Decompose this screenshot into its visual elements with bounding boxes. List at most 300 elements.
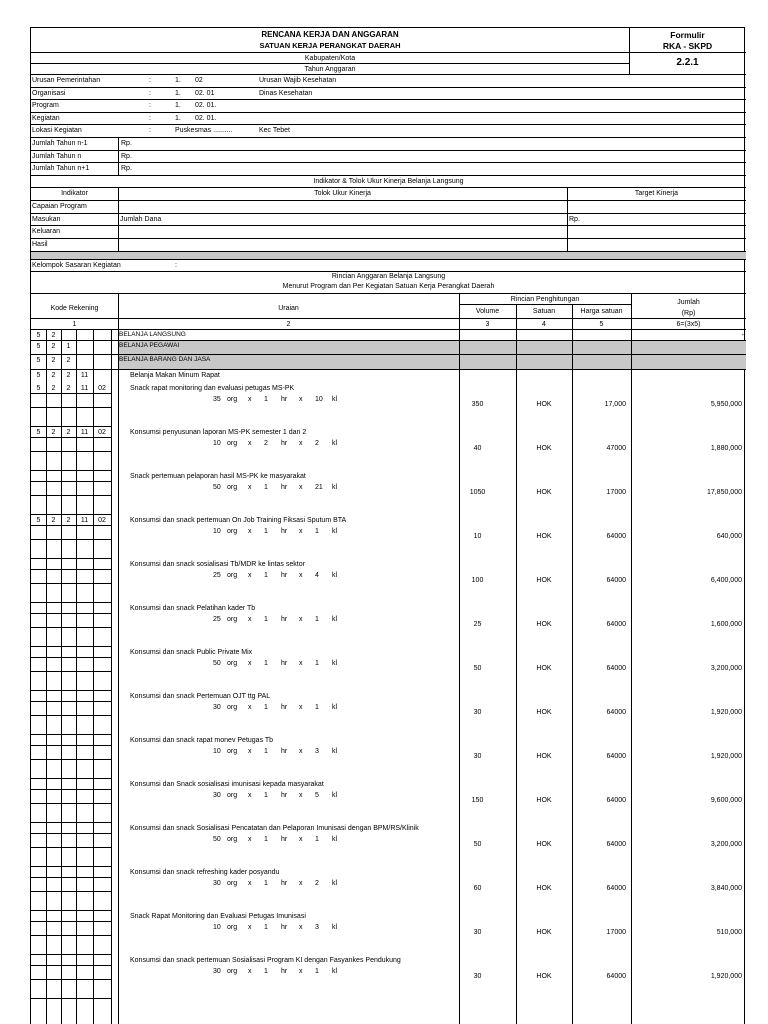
grid-line-v — [118, 293, 119, 1024]
calc-part: x — [248, 704, 252, 711]
item-satuan: HOK — [536, 533, 552, 540]
calc-part: kl — [332, 924, 338, 931]
kode-cell: 11 — [80, 429, 89, 436]
calc-part: x — [248, 924, 252, 931]
grid-line-h — [31, 407, 111, 408]
row-shade — [118, 355, 746, 369]
indikator-row-label: Hasil — [32, 241, 48, 249]
calc-part: hr — [281, 484, 288, 491]
col-jumlah: Jumlah — [677, 299, 700, 306]
kode-cell: 5 — [36, 385, 41, 392]
calc-part: 1 — [264, 924, 268, 931]
item-satuan: HOK — [536, 577, 552, 584]
calc-part: 1 — [264, 792, 268, 799]
grid-line-h — [31, 369, 111, 370]
item-volume: 50 — [473, 665, 482, 672]
grid-line-h — [31, 318, 746, 319]
grid-line-h — [31, 822, 111, 823]
item-description: Snack Rapat Monitoring dan Evaluasi Petugas Imunisasi — [130, 913, 306, 920]
grid-line-v — [76, 329, 77, 1024]
item-satuan: HOK — [536, 841, 552, 848]
info-code-1: 1. — [175, 102, 181, 110]
calc-part: x — [248, 660, 252, 667]
calc-part: hr — [281, 572, 288, 579]
info-label: Kegiatan — [32, 114, 60, 122]
item-harga: 17,000 — [604, 401, 626, 408]
grid-line-h — [31, 657, 111, 658]
jumlah-value: Rp. — [121, 152, 132, 160]
num-3: 3 — [485, 321, 490, 328]
kode-cell: 2 — [51, 372, 56, 379]
item-jumlah: 3,840,000 — [710, 885, 742, 892]
top-row-jumlah: - — [741, 332, 744, 339]
calc-part: x — [299, 704, 303, 711]
item-harga: 64000 — [606, 753, 626, 760]
grid-line-h — [31, 495, 111, 496]
item-harga: 17000 — [606, 929, 626, 936]
grid-line-h — [31, 910, 111, 911]
rka-form — [30, 27, 745, 1024]
calc-part: hr — [281, 968, 288, 975]
calc-part: x — [299, 528, 303, 535]
info-sep: : — [149, 89, 151, 97]
calc-part: 35 — [213, 396, 221, 403]
item-volume: 30 — [473, 753, 482, 760]
grid-line-v — [572, 304, 573, 1024]
grid-line-v — [61, 329, 62, 1024]
kode-cell: 2 — [66, 517, 71, 524]
grid-line-v — [516, 304, 517, 1024]
grid-line-h — [31, 137, 746, 138]
calc-part: 2 — [264, 440, 268, 447]
info-code-1: 1. — [175, 77, 181, 84]
calc-part: org — [227, 836, 238, 843]
kode-cell: 02 — [98, 429, 106, 436]
grid-line-h — [31, 99, 746, 100]
item-volume: 60 — [473, 885, 482, 892]
calc-part: x — [299, 792, 303, 799]
item-volume: 1050 — [469, 489, 486, 496]
item-volume: 30 — [473, 709, 482, 716]
kode-cell: 2 — [51, 332, 56, 339]
calc-part: hr — [281, 616, 288, 623]
item-satuan: HOK — [536, 753, 552, 760]
calc-part: kl — [332, 836, 338, 843]
calc-part: 1 — [264, 836, 268, 843]
item-description: Konsumsi dan snack Pertemuan OJT ttg PAL — [130, 693, 271, 700]
calc-part: 1 — [264, 660, 268, 667]
calc-part: x — [299, 484, 303, 491]
calc-part: 3 — [315, 748, 319, 755]
info-code-2: 02. 01. — [195, 102, 217, 110]
calc-part: org — [227, 880, 238, 887]
info-label: Urusan Pemerintahan — [32, 77, 101, 84]
col-volume: Volume — [475, 308, 500, 315]
kode-cell: 02 — [98, 517, 106, 524]
top-row-uraian: BELANJA BARANG DAN JASA — [119, 356, 211, 363]
calc-part: hr — [281, 792, 288, 799]
col-harga: Harga satuan — [580, 308, 623, 315]
grid-line-h — [31, 646, 111, 647]
item-satuan: HOK — [536, 489, 552, 496]
grid-line-h — [31, 627, 111, 628]
indikator-row-target: Rp. — [569, 215, 580, 223]
calc-part: 5 — [315, 792, 319, 799]
jumlah-label: Jumlah Tahun n — [32, 152, 82, 160]
item-volume: 25 — [473, 621, 482, 628]
grid-line-v — [631, 293, 632, 1024]
info-label: Lokasi Kegiatan — [32, 127, 82, 135]
calc-part: 21 — [315, 484, 323, 491]
calc-part: 1 — [315, 836, 319, 843]
item-description: Konsumsi penyusunan laporan MS-PK semester 1 dan 2 — [130, 429, 307, 436]
kelompok-label: Kelompok Sasaran Kegiatan — [32, 262, 121, 269]
grid-line-h — [31, 998, 111, 999]
form-subtitle: SATUAN KERJA PERANGKAT DAERAH — [259, 41, 401, 50]
calc-part: org — [227, 748, 238, 755]
calc-part: kl — [332, 484, 338, 491]
grid-line-h — [31, 891, 111, 892]
calc-part: kl — [332, 748, 338, 755]
calc-part: 30 — [213, 704, 221, 711]
grid-line-h — [31, 803, 111, 804]
indikator-row-label: Keluaran — [32, 228, 61, 236]
calc-part: 1 — [264, 616, 268, 623]
calc-part: x — [299, 616, 303, 623]
item-satuan: HOK — [536, 445, 552, 452]
item-harga: 64000 — [606, 665, 626, 672]
item-volume: 50 — [473, 841, 482, 848]
grid-line-h — [31, 602, 111, 603]
kode-cell: 02 — [98, 385, 106, 392]
item-jumlah: 9,600,000 — [710, 797, 742, 804]
indikator-row-label: Masukan — [32, 215, 61, 223]
grid-line-v — [118, 187, 119, 251]
info-desc: Dinas Kesehatan — [259, 89, 313, 97]
calc-part: 1 — [315, 968, 319, 975]
item-jumlah: 1,920,000 — [710, 709, 742, 716]
info-code-1: Puskesmas .......... — [175, 127, 233, 135]
item-harga: 64000 — [606, 797, 626, 804]
item-jumlah: 640,000 — [716, 533, 742, 540]
calc-part: kl — [332, 616, 338, 623]
item-jumlah: 17,850,000 — [706, 489, 742, 496]
item-satuan: HOK — [536, 709, 552, 716]
calc-part: org — [227, 660, 238, 667]
kode-cell: 5 — [36, 332, 41, 339]
grid-line-h — [31, 293, 746, 294]
kelompok-sep: : — [175, 262, 177, 269]
calc-part: 1 — [264, 484, 268, 491]
item-harga: 64000 — [606, 973, 626, 980]
calc-part: hr — [281, 440, 288, 447]
item-volume: 30 — [473, 929, 482, 936]
calc-part: 1 — [264, 748, 268, 755]
calc-part: 1 — [315, 704, 319, 711]
item-jumlah: 1,880,000 — [710, 445, 742, 452]
grid-line-v — [93, 329, 94, 1024]
col-uraian: Uraian — [278, 305, 299, 312]
grid-line-v — [459, 293, 460, 1024]
item-description: Konsumsi dan Snack sosialisasi imunisasi kepada masyarakat — [130, 781, 324, 788]
grid-line-h — [31, 759, 111, 760]
grid-line-h — [31, 259, 746, 260]
grid-line-h — [31, 124, 746, 125]
grid-line-h — [31, 525, 111, 526]
calc-part: 1 — [264, 396, 268, 403]
calc-part: 3 — [315, 924, 319, 931]
calc-part: org — [227, 396, 238, 403]
info-desc: Urusan Wajib Kesehatan — [259, 77, 337, 84]
info-code-2: 02 — [195, 77, 203, 84]
kode-cell: 11 — [80, 385, 89, 392]
calc-part: 1 — [264, 968, 268, 975]
calc-part: x — [299, 396, 303, 403]
info-sep: : — [149, 102, 151, 110]
calc-part: 50 — [213, 484, 221, 491]
item-jumlah: 1,920,000 — [710, 753, 742, 760]
calc-part: kl — [332, 704, 338, 711]
calc-part: org — [227, 528, 238, 535]
calc-part: 4 — [315, 572, 319, 579]
item-description: Konsumsi dan snack sosialisasi Tb/MDR ke lintas sektor — [130, 561, 305, 568]
kode-cell: 2 — [51, 429, 56, 436]
grid-line-h — [31, 175, 746, 176]
grid-line-h — [31, 470, 111, 471]
calc-part: 1 — [264, 528, 268, 535]
calc-part: x — [248, 616, 252, 623]
item-satuan: HOK — [536, 401, 552, 408]
form-number: 2.2.1 — [676, 57, 699, 68]
grid-line-h — [31, 514, 111, 515]
item-volume: 40 — [473, 445, 482, 452]
info-sep: : — [149, 77, 151, 84]
calc-part: kl — [332, 880, 338, 887]
calc-part: org — [227, 484, 238, 491]
num-5: 5 — [599, 321, 604, 328]
col-jumlah-unit: (Rp) — [681, 310, 696, 317]
grid-line-h — [31, 789, 111, 790]
grid-line-h — [31, 451, 111, 452]
grid-line-h — [31, 369, 746, 370]
calc-part: x — [299, 968, 303, 975]
col-target: Target Kinerja — [634, 190, 679, 197]
grid-line-h — [31, 112, 746, 113]
item-description: Konsumsi dan snack pertemuan On Job Training Fiksasi Sputum BTA — [130, 517, 347, 524]
calc-part: hr — [281, 924, 288, 931]
calc-part: kl — [332, 396, 338, 403]
calc-part: 2 — [315, 440, 319, 447]
col-perhitungan: Rincian Penghitungan — [510, 296, 580, 303]
kode-cell: 5 — [36, 343, 41, 350]
indikator-row-tolok: Jumlah Dana — [120, 215, 162, 223]
item-satuan: HOK — [536, 929, 552, 936]
item-satuan: HOK — [536, 885, 552, 892]
info-code-2: 02. 01 — [195, 89, 215, 97]
calc-part: x — [248, 968, 252, 975]
calc-part: x — [248, 836, 252, 843]
item-harga: 64000 — [606, 709, 626, 716]
calc-part: org — [227, 968, 238, 975]
info-sep: : — [149, 127, 151, 135]
info-code-2: 02. 01. — [195, 114, 217, 122]
calc-part: hr — [281, 704, 288, 711]
calc-part: 1 — [315, 616, 319, 623]
calc-part: x — [299, 572, 303, 579]
item-harga: 64000 — [606, 885, 626, 892]
col-indikator: Indikator — [61, 190, 88, 197]
calc-part: x — [299, 748, 303, 755]
grid-line-h — [31, 833, 111, 834]
calc-part: x — [248, 528, 252, 535]
kabupaten-label: Kabupaten/Kota — [304, 55, 356, 62]
item-description: Konsumsi dan snack Pelatihan kader Tb — [130, 605, 256, 612]
grid-line-h — [31, 701, 111, 702]
calc-part: x — [299, 440, 303, 447]
item-description: Konsumsi dan snack rapat monev Petugas Tb — [130, 737, 274, 744]
calc-part: x — [299, 660, 303, 667]
kode-cell: 5 — [36, 372, 41, 379]
grid-line-h — [31, 271, 746, 272]
item-volume: 30 — [473, 973, 482, 980]
item-satuan: HOK — [536, 973, 552, 980]
grid-line-h — [31, 921, 111, 922]
grid-line-v — [118, 137, 119, 175]
num-2: 2 — [286, 321, 291, 328]
item-harga: 47000 — [606, 445, 626, 452]
kode-cell: 2 — [51, 517, 56, 524]
calc-part: x — [248, 572, 252, 579]
grid-line-h — [31, 200, 746, 201]
item-harga: 64000 — [606, 841, 626, 848]
item-volume: 350 — [471, 401, 484, 408]
indikator-row-label: Capaian Program — [32, 202, 87, 210]
grid-line-h — [31, 965, 111, 966]
item-description: Snack rapat monitoring dan evaluasi petugas MS-PK — [130, 385, 295, 392]
calc-part: kl — [332, 660, 338, 667]
calc-part: 10 — [315, 396, 323, 403]
item-jumlah: 3,200,000 — [710, 841, 742, 848]
calc-part: 10 — [213, 924, 221, 931]
calc-part: hr — [281, 660, 288, 667]
kode-cell: 11 — [80, 517, 89, 524]
calc-part: org — [227, 616, 238, 623]
calc-part: kl — [332, 792, 338, 799]
grid-line-h — [31, 329, 746, 330]
item-description: Konsumsi dan snack Sosialisasi Pencatatan dan Pelaporan Imunisasi dengan BPM/RS/Klinik — [130, 825, 419, 832]
calc-part: org — [227, 440, 238, 447]
grid-line-h — [31, 238, 746, 239]
calc-part: 25 — [213, 572, 221, 579]
calc-part: 10 — [213, 528, 221, 535]
calc-part: x — [248, 880, 252, 887]
kode-cell: 2 — [66, 429, 71, 436]
calc-part: org — [227, 924, 238, 931]
num-6: 6=(3x5) — [676, 321, 701, 328]
col-tolok: Tolok Ukur Kinerja — [314, 190, 371, 197]
calc-part: hr — [281, 396, 288, 403]
item-jumlah: 6,400,000 — [710, 577, 742, 584]
form-code: RKA - SKPD — [662, 41, 713, 51]
info-code-1: 1. — [175, 114, 181, 122]
item-satuan: HOK — [536, 665, 552, 672]
item-volume: 100 — [471, 577, 484, 584]
grid-line-h — [31, 954, 111, 955]
formulir-label: Formulir — [670, 30, 705, 40]
jumlah-label: Jumlah Tahun n+1 — [32, 165, 90, 173]
item-jumlah: 1,600,000 — [710, 621, 742, 628]
grid-line-h — [31, 671, 111, 672]
kode-cell: 2 — [51, 357, 56, 364]
grid-line-h — [31, 225, 746, 226]
item-description: Konsumsi dan snack Public Private Mix — [130, 649, 253, 656]
calc-part: hr — [281, 748, 288, 755]
calc-part: x — [248, 440, 252, 447]
item-volume: 10 — [473, 533, 482, 540]
grid-line-h — [31, 715, 111, 716]
top-row-uraian: Belanja Makan Minum Rapat — [130, 372, 220, 379]
grid-line-v — [567, 187, 568, 251]
grid-line-v — [111, 329, 112, 1024]
calc-part: hr — [281, 528, 288, 535]
item-satuan: HOK — [536, 621, 552, 628]
tahun-label: Tahun Anggaran — [304, 66, 356, 73]
calc-part: hr — [281, 880, 288, 887]
item-description: Konsumsi dan snack pertemuan Sosialisasi Program KI dengan Fasyankes Pendukung — [130, 957, 401, 964]
grid-line-h — [31, 847, 111, 848]
col-satuan: Satuan — [532, 308, 556, 315]
calc-part: 50 — [213, 660, 221, 667]
calc-part: x — [299, 836, 303, 843]
item-harga: 64000 — [606, 621, 626, 628]
calc-part: org — [227, 792, 238, 799]
info-label: Program — [32, 102, 59, 110]
grid-line-h — [31, 87, 746, 88]
grid-line-h — [31, 979, 111, 980]
kode-cell: 2 — [66, 372, 71, 379]
kode-cell: 2 — [51, 343, 56, 350]
calc-part: 50 — [213, 836, 221, 843]
kode-cell: 5 — [36, 429, 41, 436]
separator-band — [31, 252, 746, 259]
info-sep: : — [149, 114, 151, 122]
info-code-1: 1. — [175, 89, 181, 97]
item-jumlah: 5,950,000 — [710, 401, 742, 408]
calc-part: kl — [332, 528, 338, 535]
grid-line-h — [31, 426, 111, 427]
calc-part: 1 — [315, 528, 319, 535]
grid-line-h — [31, 437, 111, 438]
grid-line-h — [31, 613, 111, 614]
grid-line-h — [31, 162, 746, 163]
jumlah-value: Rp. — [121, 165, 132, 173]
kode-cell: 2 — [51, 385, 56, 392]
info-label: Organisasi — [32, 89, 66, 97]
grid-line-h — [31, 481, 111, 482]
calc-part: 30 — [213, 968, 221, 975]
calc-part: x — [248, 396, 252, 403]
grid-line-h — [31, 866, 111, 867]
grid-line-h — [31, 187, 746, 188]
item-jumlah: 1,920,000 — [710, 973, 742, 980]
top-row-uraian: BELANJA LANGSUNG — [119, 331, 186, 338]
calc-part: 1 — [264, 572, 268, 579]
grid-line-h — [31, 935, 111, 936]
calc-part: 1 — [264, 880, 268, 887]
grid-line-h — [31, 877, 111, 878]
grid-line-h — [31, 583, 111, 584]
calc-part: hr — [281, 836, 288, 843]
